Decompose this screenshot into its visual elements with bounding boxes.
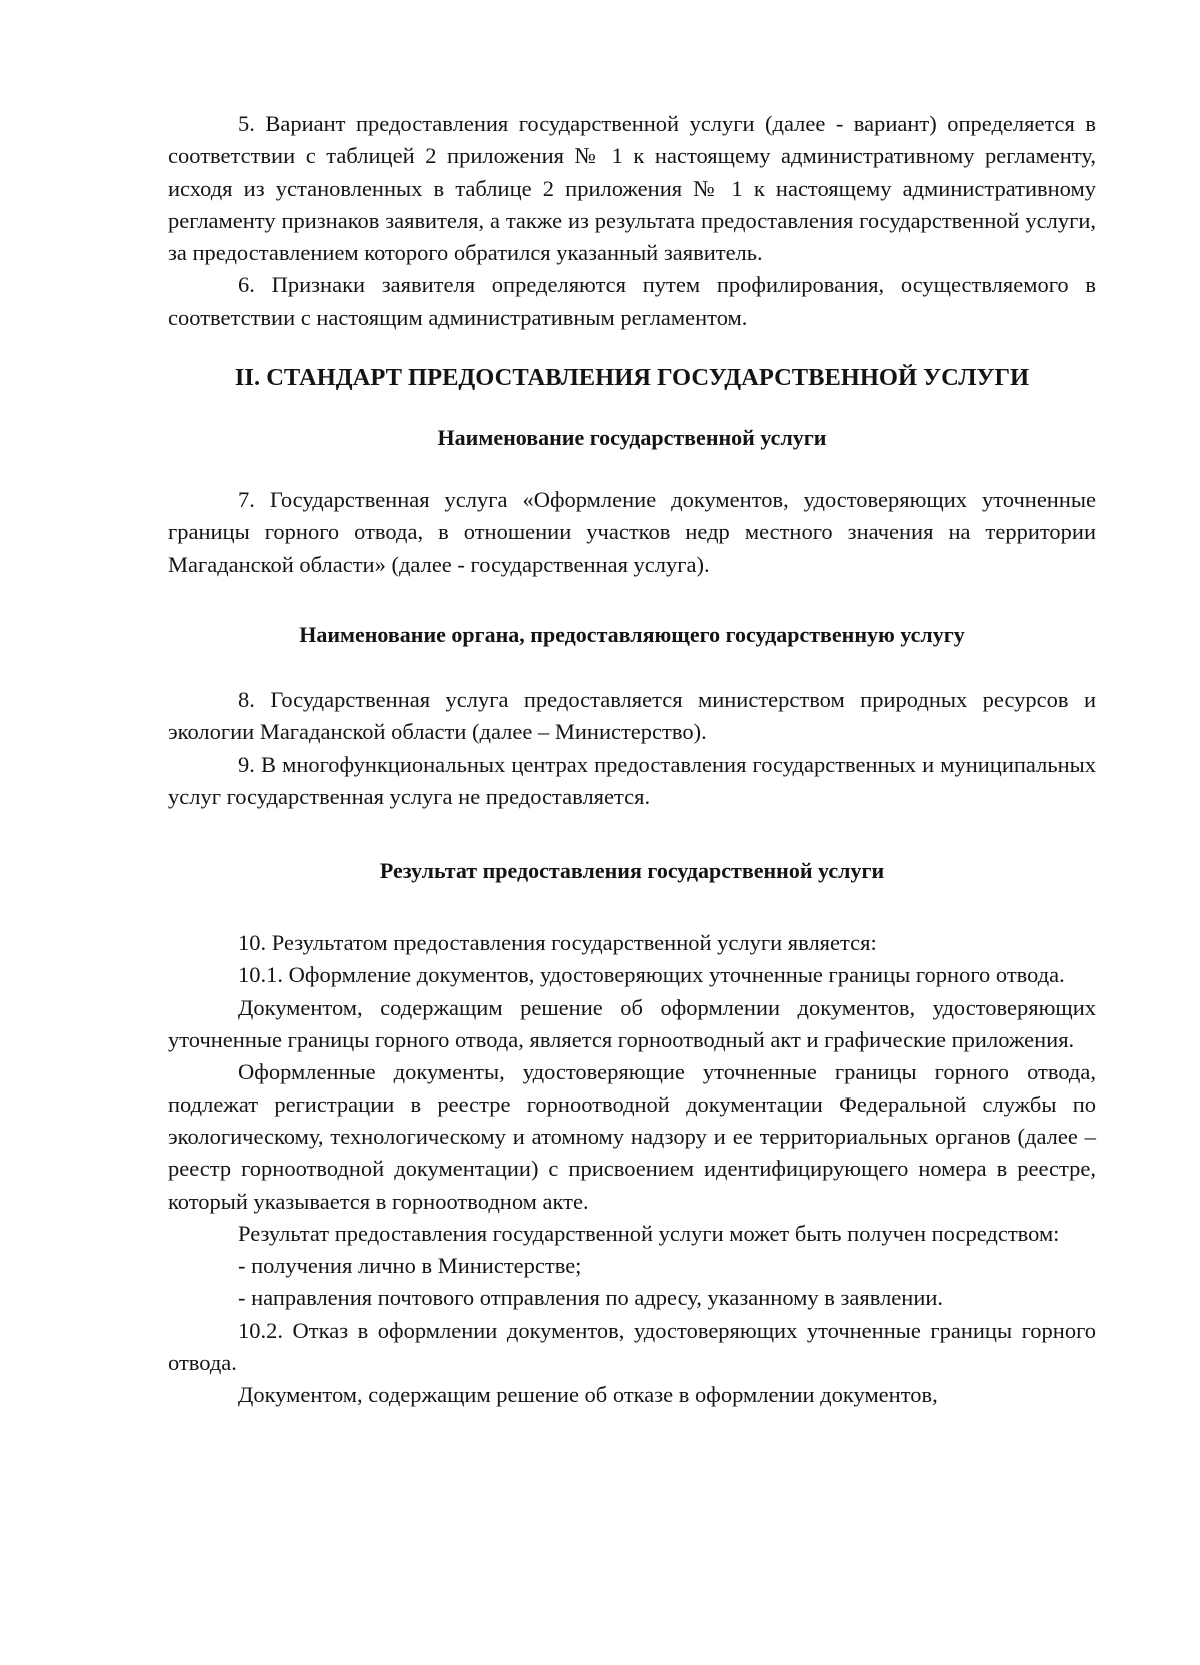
paragraph-7: 7. Государственная услуга «Оформление документов, удостоверяющих уточненные границы горного отвода, в отношении участков недр местного значения на территории Магаданской области» (далее - государственная услуга).: [168, 487, 1096, 577]
paragraph-5: 5. Вариант предоставления государственной услуги (далее - вариант) определяется в соответствии с таблицей 2 приложения № 1 к настоящему административному регламенту, исходя из установленных в таблице 2 приложения № 1 к настоящему административному регламенту признаков заявителя, а также из результата предоставления государственной услуги, за предоставлением которого обратился указанный заявитель.: [168, 111, 1096, 266]
paragraph-9: 9. В многофункциональных центрах предоставления государственных и муниципальных услуг государственная услуга не предоставляется.: [168, 751, 1096, 809]
paragraph-10: 10. Результатом предоставления государственной услуги является:: [238, 930, 877, 956]
list-item-personal: - получения лично в Министерстве;: [238, 1253, 582, 1279]
paragraph-10-2: 10.2. Отказ в оформлении документов, удостоверяющих уточненные границы горного отвода.: [168, 1317, 1096, 1376]
paragraph-6: 6. Признаки заявителя определяются путем профилирования, осуществляемого в соответствии с настоящим административным регламентом.: [168, 272, 1096, 330]
paragraph-8: 8. Государственная услуга предоставляется министерством природных ресурсов и экологии Магаданской области (далее – Министерство).: [168, 686, 1096, 745]
heading-result: Результат предоставления государственной услуги: [379, 858, 885, 884]
heading-service-name: Наименование государственной услуги: [437, 425, 827, 451]
paragraph-10-1-receive: Результат предоставления государственной услуги может быть получен посредством:: [238, 1220, 1060, 1246]
paragraph-10-1-document: Документом, содержащим решение об оформлении документов, удостоверяющих уточненные границы горного отвода, является горноотводный акт и графические приложения.: [168, 994, 1096, 1053]
heading-authority: Наименование органа, предоставляющего государственную услугу: [299, 621, 965, 647]
section-title: II. СТАНДАРТ ПРЕДОСТАВЛЕНИЯ ГОСУДАРСТВЕННОЙ УСЛУГИ: [234, 364, 1030, 392]
document-page: [168, 108, 1096, 1412]
paragraph-10-1-registry: Оформленные документы, удостоверяющие уточненные границы горного отвода, подлежат регистрации в реестре горноотводной документации Федеральной службы по экологическому, технологическому и атомному надзору и ее территориальных органов (далее – реестр горноотводной документации) с присвоением идентифицирующего номера в реестре, который указывается в горноотводном акте.: [168, 1059, 1096, 1214]
paragraph-10-2-document: Документом, содержащим решение об отказе в оформлении документов,: [238, 1382, 938, 1408]
paragraph-10-1: 10.1. Оформление документов, удостоверяющих уточненные границы горного отвода.: [238, 962, 1065, 988]
list-item-mail: - направления почтового отправления по адресу, указанному в заявлении.: [238, 1285, 944, 1311]
